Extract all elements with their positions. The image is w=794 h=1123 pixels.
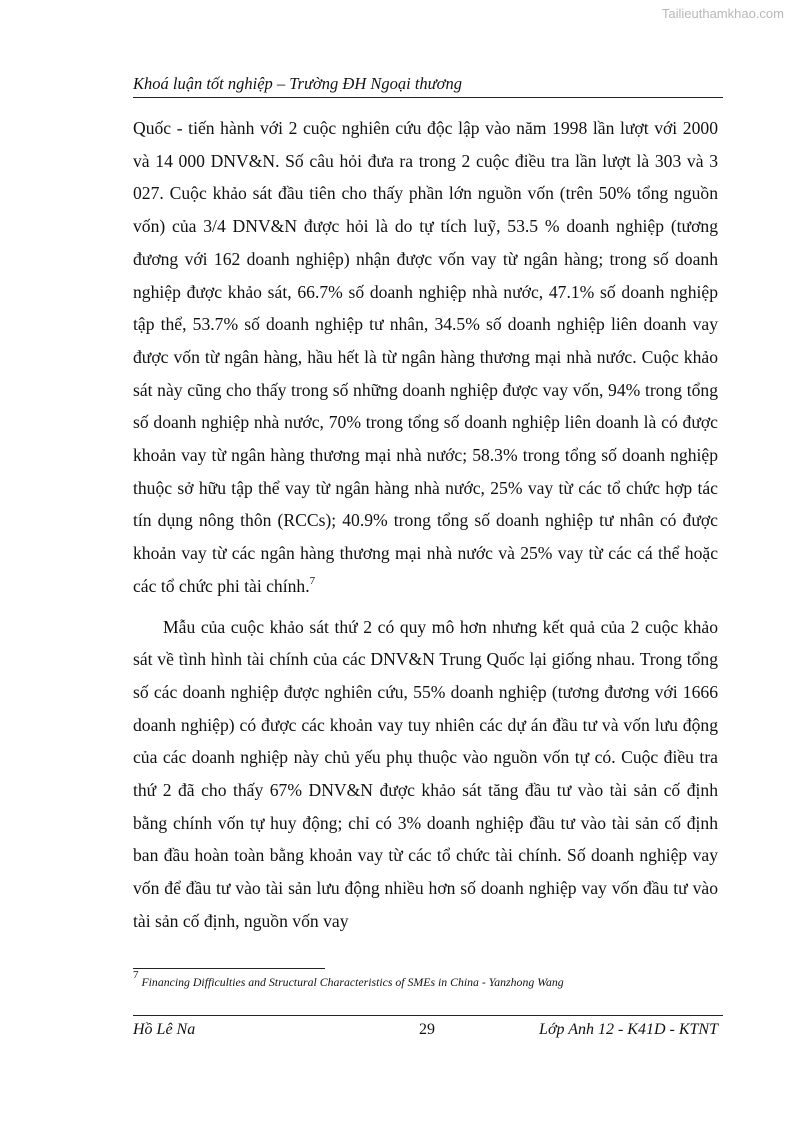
footnote-text: Financing Difficulties and Structural Characteristics of SMEs in China - Yanzhong Wang	[141, 975, 564, 989]
footer-class-info: Lớp Anh 12 - K41D - KTNT	[539, 1021, 718, 1038]
footer-author: Hồ Lê Na	[133, 1021, 196, 1038]
page-header: Khoá luận tốt nghiệp – Trường ĐH Ngoại thương	[133, 74, 723, 98]
footnote-reference[interactable]: 7	[309, 574, 316, 587]
page-number: 29	[419, 1021, 435, 1038]
footnote	[133, 969, 718, 990]
footnote-number: 7	[133, 969, 139, 981]
paragraph	[133, 611, 718, 938]
watermark-text: Tailieuthamkhao.com	[661, 6, 784, 21]
paragraph	[133, 112, 718, 603]
body-text	[133, 112, 718, 938]
page-footer	[133, 1021, 718, 1043]
paragraph-text: Mẫu của cuộc khảo sát thứ 2 có quy mô hơn nhưng kết quả của 2 cuộc khảo sát về tình hình tài chính của các DNV&N Trung Quốc lại giống nhau. Trong tổng số các doanh nghiệp được nghiên cứu, 55% doanh nghiệp (tương đương với 1666 doanh nghiệp) có được các khoản vay tuy nhiên các dự án đầu tư và vốn lưu động của các doanh nghiệp này chủ yếu phụ thuộc vào nguồn vốn tự có. Cuộc điều tra thứ 2 đã cho thấy 67% DNV&N được khảo sát tăng đầu tư vào tài sản cố định bằng chính vốn tự huy động; chỉ có 3% doanh nghiệp đầu tư vào tài sản cố định ban đầu hoàn toàn bằng khoản vay từ các tổ chức tài chính. Số doanh nghiệp vay vốn để đầu tư vào tài sản lưu động nhiều hơn số doanh nghiệp vay vốn đầu tư vào tài sản cố định, nguồn vốn vay	[133, 616, 718, 931]
footnote-separator	[133, 968, 325, 969]
paragraph-text: Quốc - tiến hành với 2 cuộc nghiên cứu độc lập vào năm 1998 lần lượt với 2000 và 14 000 DNV&N. Số câu hỏi đưa ra trong 2 cuộc điều tra lần lượt là 303 và 3 027. Cuộc khảo sát đầu tiên cho thấy phần lớn nguồn vốn (trên 50% tổng nguồn vốn) của 3/4 DNV&N được hỏi là do tự tích luỹ, 53.5 % doanh nghiệp (tương đương với 162 doanh nghiệp) nhận được vốn vay từ ngân hàng; trong số doanh nghiệp được khảo sát, 66.7% số doanh nghiệp nhà nước, 47.1% số doanh nghiệp tập thể, 53.7% số doanh nghiệp tư nhân, 34.5% số doanh nghiệp liên doanh vay được vốn từ ngân hàng, hầu hết là từ ngân hàng thương mại nhà nước. Cuộc khảo sát này cũng cho thấy trong số những doanh nghiệp được vay vốn, 94% trong tổng số doanh nghiệp nhà nước, 70% trong tổng số doanh nghiệp liên doanh là có được khoản vay từ ngân hàng thương mại nhà nước; 58.3% trong tổng số doanh nghiệp thuộc sở hữu tập thể vay từ ngân hàng nhà nước, 25% vay từ các tổ chức hợp tác tín dụng nông thôn (RCCs); 40.9% trong tổng số doanh nghiệp tư nhân có được khoản vay từ các ngân hàng thương mại nhà nước và 25% vay từ các cá thể hoặc các tổ chức phi tài chính.	[133, 118, 718, 596]
footer-separator	[133, 1015, 723, 1016]
